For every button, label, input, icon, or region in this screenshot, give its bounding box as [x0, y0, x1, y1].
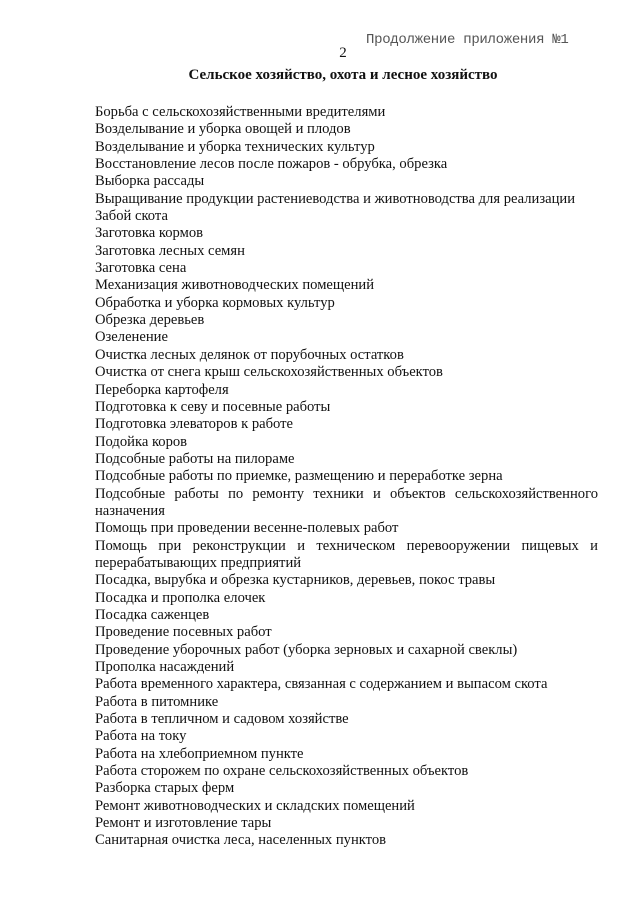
list-item: Работа на току: [95, 728, 187, 745]
list-item: Очистка лесных делянок от порубочных остатков: [95, 346, 404, 363]
list-item: Возделывание и уборка овощей и плодов: [95, 121, 351, 138]
list-item: Механизация животноводческих помещений: [95, 277, 375, 294]
list-item: Обрезка деревьев: [95, 312, 205, 329]
list-item: Заготовка сена: [95, 260, 187, 277]
list-item: Работа сторожем по охране сельскохозяйственных объектов: [95, 763, 469, 780]
list-item: Очистка от снега крыш сельскохозяйственных объектов: [95, 364, 443, 381]
list-item: Санитарная очистка леса, населенных пунктов: [95, 832, 387, 849]
page-number: 2: [339, 45, 347, 61]
list-item: Проведение посевных работ: [95, 624, 272, 641]
list-item: Проведение уборочных работ (уборка зерновых и сахарной свеклы): [95, 641, 518, 658]
list-item: Переборка картофеля: [95, 381, 229, 398]
list-item: Прополка насаждений: [95, 659, 235, 675]
list-item: Помощь при реконструкции и техническом перевооружении пищевых и перерабатывающих предприятий: [95, 537, 598, 571]
list-item: Выращивание продукции растениеводства и животноводства для реализации: [95, 190, 576, 207]
list-item: Выборка рассады: [95, 173, 205, 190]
list-item: Возделывание и уборка технических культур: [95, 138, 375, 155]
list-item: Работа временного характера, связанная с содержанием и выпасом скота: [95, 676, 548, 693]
continuation-note: Продолжение приложения №1: [366, 32, 569, 48]
list-item: Озеленение: [95, 329, 168, 346]
list-item: Борьба с сельскохозяйственными вредителями: [95, 104, 386, 120]
list-item: Посадка, вырубка и обрезка кустарников, деревьев, покос травы: [95, 572, 496, 589]
list-item: Восстановление лесов после пожаров - обрубка, обрезка: [95, 156, 448, 173]
list-item: Забой скота: [95, 208, 168, 225]
list-item: Подготовка к севу и посевные работы: [95, 398, 331, 415]
list-item: Подготовка элеваторов к работе: [95, 416, 294, 433]
list-item: Работа в тепличном и садовом хозяйстве: [95, 711, 349, 728]
list-item: Помощь при проведении весенне-полевых работ: [95, 520, 399, 537]
list-item: Подсобные работы на пилораме: [95, 450, 295, 467]
list-item: Посадка и прополка елочек: [95, 589, 266, 606]
list-item: Посадка саженцев: [95, 606, 210, 623]
list-item: Подойка коров: [95, 433, 188, 450]
list-item: Подсобные работы по приемке, размещению и переработке зерна: [95, 468, 503, 485]
list-item: Заготовка кормов: [95, 225, 204, 242]
list-item: Обработка и уборка кормовых культур: [95, 294, 335, 311]
list-item: Разборка старых ферм: [95, 780, 235, 797]
list-item: Заготовка лесных семян: [95, 242, 245, 259]
activity-list: [95, 104, 598, 850]
section-title: Сельское хозяйство, охота и лесное хозяйство: [188, 67, 498, 83]
list-item: Подсобные работы по ремонту техники и объектов сельскохозяйственного назначения: [95, 485, 598, 519]
list-item: Ремонт и изготовление тары: [95, 815, 272, 832]
list-item: Ремонт животноводческих и складских помещений: [95, 797, 415, 814]
list-item: Работа в питомнике: [95, 693, 219, 710]
list-item: Работа на хлебоприемном пункте: [95, 745, 304, 762]
